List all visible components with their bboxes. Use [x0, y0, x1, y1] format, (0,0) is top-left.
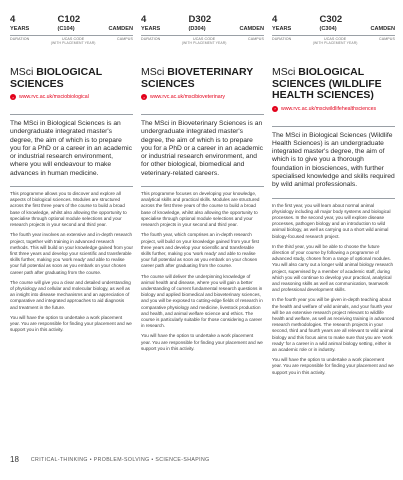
programme-title [141, 67, 264, 90]
intro-divider [10, 114, 133, 115]
arrow-icon: › [141, 94, 147, 100]
duration-fact [272, 15, 291, 33]
intro-divider [141, 114, 264, 115]
ucas-code-value: C102 [57, 14, 81, 25]
fact-labels [141, 37, 264, 45]
description-paragraph: The fourth year, which comprises an in-depth research project, will build on your knowledge gained from your first three years and develop your scientific and transferable skills further, making you 'work ready' and able to realise your full potential as soon as you embark on your chosen career path after graduating from the course. [141, 232, 259, 269]
ucas-code-alt: (C304) [319, 26, 337, 32]
campus-label: CAMPUS [379, 37, 395, 41]
description-paragraph: In the fourth year you will be given in-depth teaching about the health and welfare of wild animals, and your fourth year will be an extensive research project relevant to wildlife health and welfare, as well as receiving training in advanced research methodologies. The research projects in your second, third and fourth years are all relevant to wild animal biology and this focus aims to make sure that you are 'work ready' for a career in a wild animal biology setting, either in an academic role or in industry. [272, 297, 395, 353]
programme-description [141, 191, 264, 352]
fact-labels [272, 37, 395, 45]
title-prefix: MSci [141, 66, 168, 78]
page-number: 18 [10, 455, 19, 464]
ucas-code-fact [189, 15, 212, 33]
ucas-code-fact [320, 15, 343, 33]
description-paragraph: You will have the option to undertake a work placement year. You are responsible for finding your placement and we support you in this activity. [141, 333, 263, 351]
programme-link[interactable] [141, 94, 264, 100]
programme-link[interactable] [272, 106, 395, 112]
duration-fact [10, 15, 29, 33]
duration-unit: YEARS [141, 26, 161, 32]
page-footer [10, 455, 210, 464]
key-facts [10, 2, 133, 36]
ucas-label: UCAS CODE [62, 37, 85, 41]
title-name: BIOVETERINARY SCIENCES [141, 66, 254, 90]
description-paragraph: In the first year, you will learn about normal animal physiology including all major body systems and biological processes. In the second year, you will explore disease processes, pathogen biology and an introduction to wild animal biology, as well as carrying out a short wild animal biology-focused research project. [272, 202, 391, 239]
ucas-label: UCAS CODE [193, 37, 216, 41]
arrow-icon: › [272, 106, 278, 112]
programme-columns [10, 2, 396, 376]
key-facts [272, 2, 395, 36]
campus-value: CAMDEN [370, 26, 395, 32]
programme-url[interactable]: www.rvc.ac.uk/msciwildlifehealthsciences [281, 105, 377, 112]
duration-fact [141, 15, 160, 33]
body-divider [272, 198, 395, 199]
title-name: BIOLOGICAL SCIENCES (WILDLIFE HEALTH SCIENCES) [272, 66, 382, 101]
duration-unit: YEARS [10, 26, 30, 32]
campus-fact [239, 26, 264, 33]
description-paragraph: This programme focuses on developing your knowledge, analytical skills and practical skills. Modules are structured across the first three years of the course to build a broad base of knowledge, whilst also allowing the opportunity to specialise through optional module selections and your research projects in your second and third year. [141, 191, 260, 228]
programme-intro: The MSci in Biological Sciences (Wildlife Health Sciences) is an undergraduate integrated master's degree, the aim of which is to give you a thorough foundation in biosciences, with further specialised knowledge and skills required by wild animal professionals. [272, 131, 395, 189]
footer-strapline: CRITICAL-THINKING • PROBLEM-SOLVING • SCIENCE-SHAPING [30, 456, 210, 463]
ucas-code-fact [58, 15, 81, 33]
ucas-code-alt: (D304) [188, 26, 206, 32]
placement-note: (WITH PLACEMENT YEAR) [181, 41, 227, 45]
programme-column [272, 2, 395, 376]
body-divider [10, 186, 133, 187]
title-prefix: MSci [10, 66, 37, 78]
programme-column [141, 2, 264, 376]
placement-note: (WITH PLACEMENT YEAR) [312, 41, 358, 45]
programme-url[interactable]: www.rvc.ac.uk/mscibioveterinary [150, 94, 225, 100]
body-divider [141, 186, 264, 187]
programme-title [10, 67, 133, 90]
campus-value: CAMDEN [108, 26, 133, 32]
programme-description [10, 191, 133, 333]
duration-value: 4 [10, 14, 16, 25]
campus-value: CAMDEN [239, 26, 264, 32]
programme-column [10, 2, 133, 376]
ucas-code-alt: (C104) [57, 26, 75, 32]
fact-labels [10, 37, 133, 45]
duration-unit: YEARS [272, 26, 292, 32]
description-paragraph: The course will deliver the underpinning knowledge of animal health and disease, where you will gain a better understanding of current fundamental research questions in biology and applied biomedical and bioveterinary sciences, and you will be exposed to cutting-edge fields of research in comparative physiology and medicine, livestock production and health, and animal welfare science and ethics. The course is particularly suitable for those considering a career in research. [141, 273, 263, 329]
ucas-label-group [51, 37, 96, 45]
description-paragraph: The course will give you a clear and detailed understanding of physiology and cellular and molecular biology, as well as an insight into disease mechanisms and an appreciation of comparative and integrated approaches to aid diagnosis and treatment in the future. [10, 279, 131, 310]
duration-label: DURATION [272, 37, 292, 41]
programme-description [272, 203, 395, 376]
campus-fact [108, 26, 133, 33]
ucas-code-value: D302 [188, 14, 212, 25]
campus-label: CAMPUS [248, 37, 264, 41]
campus-fact [370, 26, 395, 33]
duration-label: DURATION [141, 37, 161, 41]
programme-intro: The MSci in Bioveterinary Sciences is an undergraduate integrated master's degree, the aim of which is to prepare you for a PhD or a career in an academic or industrial research environment, and for other biological, biomedical and veterinary-related careers. [141, 120, 263, 177]
duration-value: 4 [272, 14, 278, 25]
title-name: BIOLOGICAL SCIENCES [10, 66, 102, 90]
ucas-label-group [313, 37, 358, 45]
description-paragraph: In the third year, you will be able to choose the future direction of your course by following a programme of advanced study, chosen from a range of optional modules. You will also carry out a longer wild animal biology research project, supervised by a member of academic staff, during which you will continue to develop your practical, analytical and reasoning skills as well as communication, teamwork and professional development skills. [272, 243, 394, 293]
description-paragraph: This programme allows you to discover and explore all aspects of biological sciences. Modules are structured across the first three years of the course to build a broad base of knowledge, whilst also allowing the opportunity to specialise through optional module selections and your research projects in your second and third year. [10, 191, 127, 228]
arrow-icon: › [10, 94, 16, 100]
campus-label: CAMPUS [117, 37, 133, 41]
title-prefix: MSci [272, 66, 299, 78]
ucas-code-value: C302 [319, 14, 343, 25]
programme-title [272, 67, 395, 102]
key-facts [141, 2, 264, 36]
description-paragraph: You will have the option to undertake a work placement year. You are responsible for finding your placement and we support you in this activity. [10, 314, 132, 333]
programme-link[interactable] [10, 94, 133, 100]
ucas-label: UCAS CODE [324, 37, 347, 41]
ucas-label-group [182, 37, 227, 45]
intro-divider [272, 126, 395, 127]
description-paragraph: The fourth year involves an extensive and in-depth research project, together with training in advanced research methods. This will build on your knowledge gained from your first three years and develop your scientific and transferable skills further, making you 'work ready' and able to realise your full potential as soon as you embark on your chosen career path after graduating from the course. [10, 232, 133, 275]
duration-value: 4 [141, 14, 147, 25]
programme-intro: The MSci in Biological Sciences is an undergraduate integrated master's degree, the aim of which is to prepare you for a PhD or a career in an academic or industrial research environment, where you will endeavour to make advances in human medicine. [10, 120, 132, 177]
programme-url[interactable]: www.rvc.ac.uk/msciobiological [19, 94, 89, 100]
placement-note: (WITH PLACEMENT YEAR) [50, 41, 96, 45]
duration-label: DURATION [10, 37, 30, 41]
description-paragraph: You will have the option to undertake a work placement year. You are responsible for finding your placement and we support you in this activity. [272, 357, 394, 375]
